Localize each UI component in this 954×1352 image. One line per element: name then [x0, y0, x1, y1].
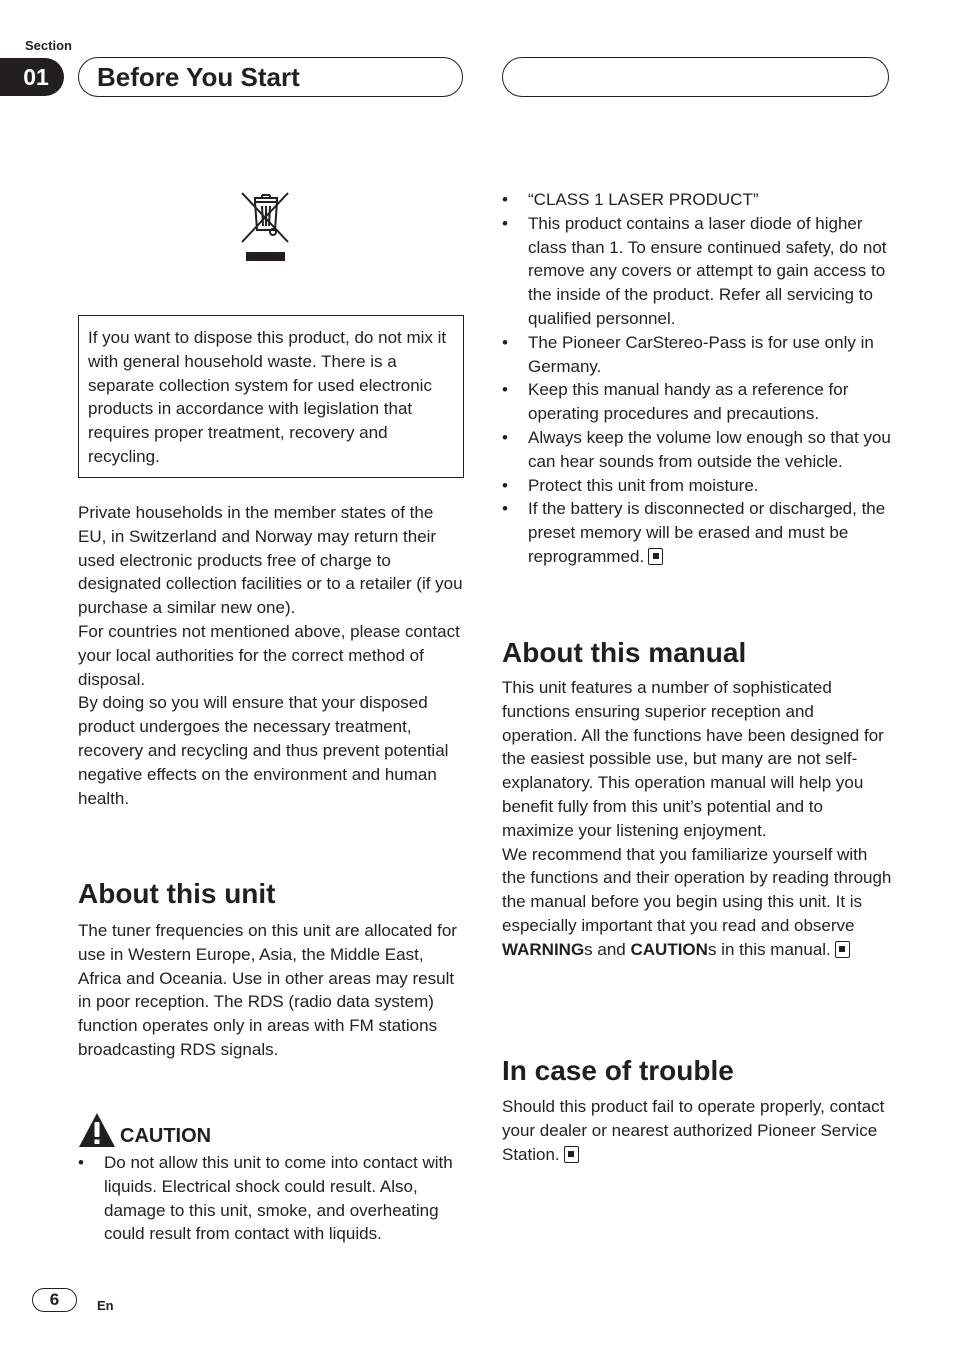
page-number: 6 [32, 1288, 77, 1312]
safety-bullet: • Always keep the volume low enough so that you can hear sounds from outside the vehicle. [502, 426, 892, 474]
end-of-section-icon [648, 548, 663, 565]
about-manual-para2-mid: s and [584, 939, 631, 959]
safety-bullet: • “CLASS 1 LASER PRODUCT” [502, 188, 892, 212]
end-of-section-icon [564, 1146, 579, 1163]
caution-header [78, 1112, 211, 1148]
caution-label: CAUTION [120, 1125, 212, 1147]
caution-list [78, 1151, 464, 1246]
safety-bullets-wrap [502, 188, 892, 569]
about-unit-body: The tuner frequencies on this unit are allocated for use in Western Europe, Asia, the Middle East, Africa and Oceania. Use in other areas may result in poor reception. The RDS (radio data system) function operates only in areas with FM stations broadcasting RDS signals. [78, 921, 457, 1059]
about-manual-heading: About this manual [502, 637, 747, 668]
section-label: Section [25, 38, 72, 53]
end-of-section-icon [835, 941, 850, 958]
safety-bullet: • This product contains a laser diode of higher class than 1. To ensure continued safety, do not remove any covers or attempt to gain access to the inside of the product. Refer all servicing to qualified personnel. [502, 212, 892, 331]
page-title: Before You Start [97, 61, 300, 92]
header-empty-pill [502, 57, 889, 97]
page-title-pill [78, 57, 463, 97]
disposal-paragraphs [78, 501, 464, 810]
about-manual-para1: This unit features a number of sophisticated functions ensuring superior reception and operation. All the functions have been designed for the easiest possible use, but many are not self-explanatory. This operation manual will help you benefit fully from this unit’s potential and to maximize your listening enjoyment. [502, 678, 884, 840]
about-manual-para2-start: We recommend that you familiarize yourself with the functions and their operation by reading through the manual before you begin using this unit. It is especially important that you read and observe [502, 844, 892, 935]
trouble-heading: In case of trouble [502, 1055, 734, 1086]
warning-triangle-icon [78, 1112, 116, 1148]
trouble-body-wrap [502, 1095, 892, 1166]
disposal-paragraph: By doing so you will ensure that your disposed product undergoes the necessary treatment, recovery and recycling and thus prevent potential negative effects on the environment and human health. [78, 693, 449, 808]
caution-list-wrap [78, 1151, 464, 1246]
language-code: En [97, 1298, 114, 1313]
safety-bullet: • Keep this manual handy as a reference for operating procedures and precautions. [502, 378, 892, 426]
about-manual-section [502, 637, 892, 962]
caution-item: • Do not allow this unit to come into contact with liquids. Electrical shock could result. Also, damage to this unit, smoke, and overheating could result from contact with liquids. [78, 1151, 464, 1246]
safety-bullet-text: If the battery is disconnected or discharged, the preset memory will be erased and must be reprogrammed. [528, 499, 886, 566]
about-unit-heading: About this unit [78, 878, 276, 909]
disposal-paragraph: Private households in the member states of the EU, in Switzerland and Norway may return their used electronic products free of charge to designated collection facilities or to a retailer (if you purchase a similar new one). [78, 503, 463, 618]
trouble-section [502, 1055, 892, 1166]
warning-word: WARNING [502, 939, 585, 959]
safety-bullet: • The Pioneer CarStereo-Pass is for use only in Germany. [502, 331, 892, 379]
safety-bullets [502, 188, 892, 569]
crossed-out-wheelie-bin-icon [238, 190, 292, 264]
about-unit-section [78, 878, 464, 1062]
disposal-notice-text: If you want to dispose this product, do not mix it with general household waste. There is a separate collection system for used electronic products in accordance with legislation that requires proper treatment, recovery and recycling. [88, 328, 447, 466]
safety-bullet: • Protect this unit from moisture. [502, 474, 892, 498]
safety-bullet-last [502, 497, 892, 568]
trouble-body: Should this product fail to operate properly, contact your dealer or nearest authorized Pioneer Service Station. [502, 1097, 885, 1164]
about-manual-para2 [502, 843, 892, 962]
section-number: 01 [0, 58, 64, 96]
disposal-paragraph: For countries not mentioned above, please contact your local authorities for the correct method of disposal. [78, 621, 460, 689]
disposal-notice-box [78, 315, 464, 478]
caution-word: CAUTION [630, 939, 708, 959]
about-manual-para2-end: s in this manual. [707, 939, 831, 959]
